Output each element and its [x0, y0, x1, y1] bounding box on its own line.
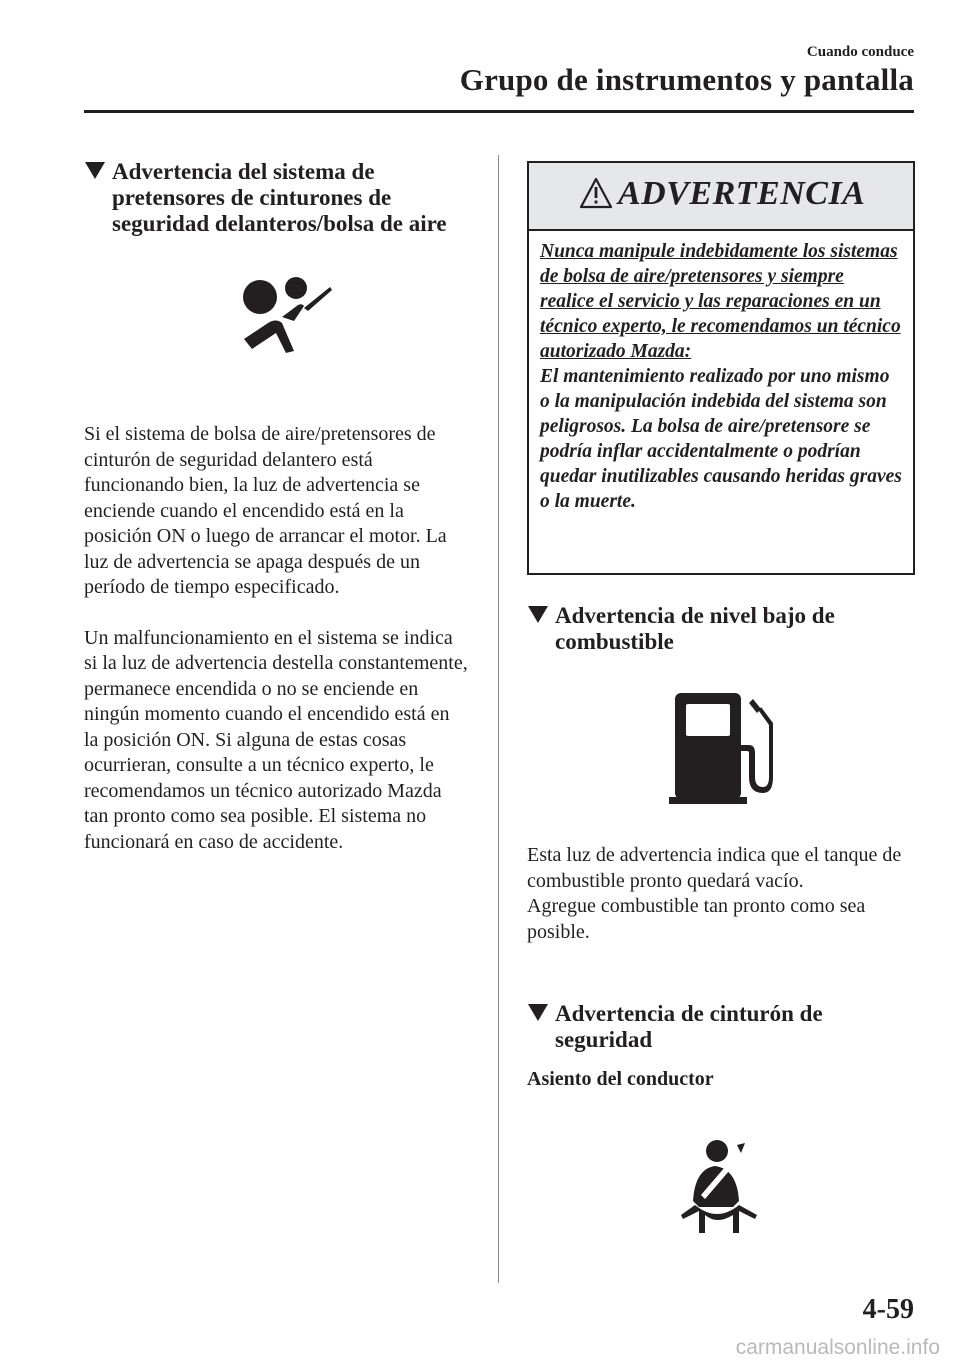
triangle-bullet-icon	[85, 162, 105, 179]
warning-text: El mantenimiento realizado por uno mismo o la manipulación indebida del sistema son peligrosos. La bolsa de aire/pretensore se podría inflar accidentalmente o podrían quedar inutilizables causando heridas graves o la muerte.	[540, 366, 902, 512]
header-rule	[84, 110, 914, 113]
airbag-icon-area	[84, 237, 468, 422]
left-column	[84, 159, 468, 855]
fuel-section	[527, 603, 915, 945]
watermark: carmanualsonline.info	[735, 1336, 940, 1359]
page-title: Grupo de instrumentos y pantalla	[459, 62, 914, 97]
airbag-heading: Advertencia del sistema de pretensores de cinturones de seguridad delanteros/bolsa de aire	[84, 159, 468, 237]
seatbelt-heading: Advertencia de cinturón de seguridad	[527, 1001, 915, 1053]
warning-body	[529, 231, 913, 522]
warning-header	[529, 163, 913, 231]
warning-box	[527, 161, 915, 575]
fuel-heading: Advertencia de nivel bajo de combustible	[527, 603, 915, 655]
column-divider	[498, 155, 499, 1283]
section-label: Cuando conduce	[806, 44, 914, 60]
airbag-paragraph-1: Si el sistema de bolsa de aire/pretensores de cinturón de seguridad delantero está funcionando bien, la luz de advertencia se enciende cuando el encendido está en la posición ON o luego de arrancar el motor. La luz de advertencia se apaga después de un período de tiempo especificado.	[84, 423, 447, 598]
triangle-bullet-icon	[528, 606, 548, 623]
fuel-pump-icon	[663, 689, 775, 805]
fuel-icon-area	[527, 655, 915, 843]
warning-triangle-icon	[579, 177, 613, 209]
triangle-bullet-icon	[528, 1004, 548, 1021]
seatbelt-subheading: Asiento del conductor	[527, 1068, 714, 1090]
fuel-paragraph-2: Agregue combustible tan pronto como sea posible.	[527, 895, 866, 943]
seatbelt-warning-icon	[677, 1139, 761, 1235]
page-number: 4-59	[862, 1294, 914, 1325]
airbag-warning-icon	[238, 275, 334, 353]
fuel-paragraph-1: Esta luz de advertencia indica que el tanque de combustible pronto quedará vacío.	[527, 844, 902, 892]
warning-underlined-text: Nunca manipule indebidamente los sistemas de bolsa de aire/pretensores y siempre realice el servicio y las reparaciones en un técnico experto, le recomendamos un técnico autorizado Mazda:	[540, 241, 901, 362]
airbag-paragraph-2: Un malfuncionamiento en el sistema se indica si la luz de advertencia destella constantemente, permanece encendida o no se enciende en ningún momento cuando el encendido está en la posición ON. Si alguna de estas cosas ocurrieran, consulte a un técnico experto, le recomendamos un técnico autorizado Mazda tan pronto como sea posible. El sistema no funcionará en caso de accidente.	[84, 626, 468, 853]
warning-title: ADVERTENCIA	[618, 175, 866, 212]
seatbelt-section	[527, 1001, 915, 1093]
